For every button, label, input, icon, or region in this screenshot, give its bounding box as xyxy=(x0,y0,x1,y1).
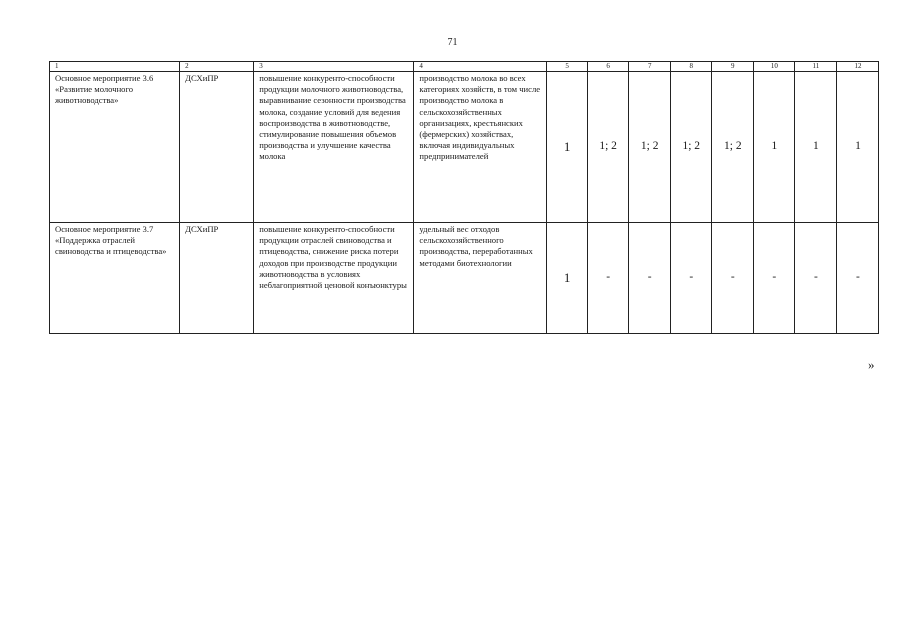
page-number: 71 xyxy=(447,37,458,48)
closing-quote-mark: » xyxy=(868,357,875,372)
value-cell: - xyxy=(753,223,794,334)
value-cell: 1; 2 xyxy=(711,72,753,223)
column-header: 2 xyxy=(180,62,254,72)
value-cell: 1 xyxy=(794,72,836,223)
column-header: 7 xyxy=(628,62,670,72)
column-header: 6 xyxy=(587,62,628,72)
value-cell: 1; 2 xyxy=(587,72,628,223)
table-header-row xyxy=(50,62,879,72)
indicator-cell: удельный вес отходов сельскохозяйственного производства, переработанных методами биотехнологии xyxy=(414,223,546,334)
column-header: 1 xyxy=(50,62,180,72)
value-cell: 1 xyxy=(546,72,587,223)
column-header: 10 xyxy=(753,62,794,72)
executor-cell: ДСХиПР xyxy=(180,72,254,223)
value-cell: 1; 2 xyxy=(628,72,670,223)
column-header: 3 xyxy=(254,62,414,72)
goal-cell: повышение конкуренто-способности продукции отраслей свиноводства и птицеводства, снижение риска потери доходов при производстве продукции животноводства в условиях неблагоприятной ценовой конъюнктуры xyxy=(254,223,414,334)
column-header: 5 xyxy=(546,62,587,72)
value-cell: - xyxy=(628,223,670,334)
executor-cell: ДСХиПР xyxy=(180,223,254,334)
table-row xyxy=(50,223,879,334)
table-row xyxy=(50,72,879,223)
column-header: 4 xyxy=(414,62,546,72)
value-cell: 1 xyxy=(836,72,878,223)
column-header: 11 xyxy=(794,62,836,72)
value-cell: - xyxy=(711,223,753,334)
activity-cell: Основное мероприятие 3.6 «Развитие молочного животноводства» xyxy=(50,72,180,223)
value-cell: - xyxy=(670,223,711,334)
column-header: 12 xyxy=(836,62,878,72)
indicator-cell: производство молока во всех категориях хозяйств, в том числе производство молока в сельскохозяйственных организациях, крестьянских (фермерских) хозяйствах, включая индивидуальных предпринимателей xyxy=(414,72,546,223)
column-header: 8 xyxy=(670,62,711,72)
value-cell: - xyxy=(587,223,628,334)
value-cell: 1 xyxy=(546,223,587,334)
goal-cell: повышение конкуренто-способности продукции молочного животноводства, выравнивание сезонности производства молока, создание условий для ведения воспроизводства в животноводстве, стимулирование повышения объемов производства и улучшение качества молока xyxy=(254,72,414,223)
activity-cell: Основное мероприятие 3.7 «Поддержка отраслей свиноводства и птицеводства» xyxy=(50,223,180,334)
program-table xyxy=(49,61,879,334)
value-cell: - xyxy=(836,223,878,334)
column-header: 9 xyxy=(711,62,753,72)
value-cell: - xyxy=(794,223,836,334)
value-cell: 1; 2 xyxy=(670,72,711,223)
value-cell: 1 xyxy=(753,72,794,223)
